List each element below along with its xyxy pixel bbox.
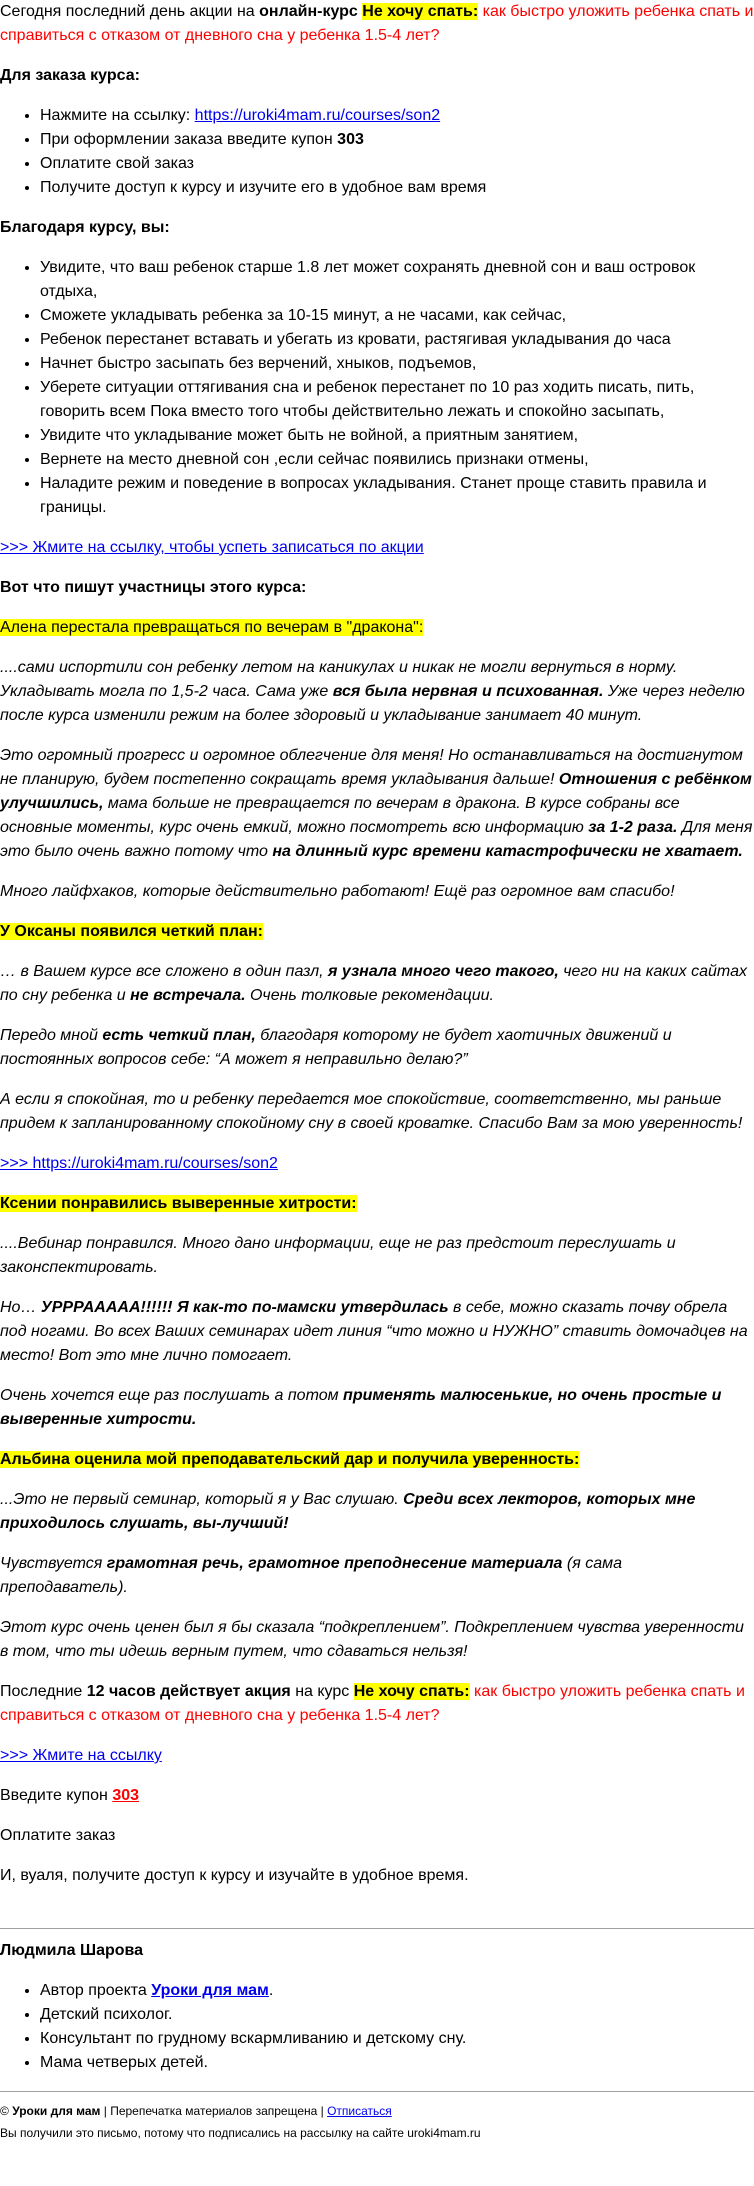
divider (0, 1928, 754, 1929)
footer-note: Вы получили это письмо, потому что подписались на рассылку на сайте uroki4mam.ru (0, 2126, 481, 2140)
order-step-1: • Нажмите на ссылку: https://uroki4mam.ru/courses/son2 (40, 104, 754, 128)
benefit-item: • Сможете укладывать ребенка за 10-15 минут, а не часами, как сейчас, (40, 304, 754, 328)
spacer (0, 1904, 754, 1928)
benefits-heading: Благодаря курсу, вы: (0, 219, 170, 236)
course-type: онлайн-курс (259, 3, 358, 20)
signature-item: • Детский психолог. (40, 2003, 754, 2027)
benefit-item: • Начнет быстро засыпать без верчений, хныков, подъемов, (40, 352, 754, 376)
review-albina-p3: Этот курс очень ценен был я бы сказала “подкреплением”. Подкреплением чувства уверенности в том, что ты идешь верным путем, что сдаваться нельзя! (0, 1619, 744, 1660)
benefit-item: • Увидите что укладывание может быть не войной, а приятным занятием, (40, 424, 754, 448)
review-alena-title: Алена перестала превращаться по вечерам в "дракона": (0, 619, 424, 636)
course-subtitle: как быстро уложить ребенка спать и справиться с отказом от дневного сна у ребенка 1.5-4 лет? (0, 3, 754, 44)
review-ksenia-p1: ....Вебинар понравился. Много дано информации, еще не раз предстоит переслушать и законспектировать. (0, 1235, 676, 1276)
review-albina-p2: Чувствуется грамотная речь, грамотное преподнесение материала (я сама преподаватель). (0, 1555, 622, 1596)
intro-paragraph (0, 0, 754, 48)
signature-item: • Автор проекта Уроки для мам. (40, 1979, 754, 2003)
coupon-code: 303 (337, 131, 364, 148)
course-name-highlight-closing: Не хочу спать: (353, 1683, 470, 1700)
closing-cta-link[interactable]: >>> Жмите на ссылку (0, 1747, 162, 1764)
signature-name: Людмила Шарова (0, 1942, 144, 1959)
review-albina-p1: ...Это не первый семинар, который я у Вас слушаю. Среди всех лекторов, которых мне приходилось слушать, вы-лучший! (0, 1491, 696, 1532)
signature-item: • Консультант по грудному вскармливанию и детскому сну. (40, 2027, 754, 2051)
footer-brand: Уроки для мам (12, 2104, 101, 2118)
project-link[interactable]: Уроки для мам (151, 1982, 269, 1999)
signature-list (0, 1979, 754, 2075)
order-step-2: • При оформлении заказа введите купон 303 (40, 128, 754, 152)
review-alena-p3: Много лайфхаков, которые действительно работают! Ещё раз огромное вам спасибо! (0, 883, 675, 900)
closing-link-paragraph (0, 1744, 754, 1768)
benefit-item: • Увидите, что ваш ребенок старше 1.8 лет может сохранять дневной сон и ваш островок отдыха, (40, 256, 754, 304)
signature-item: • Мама четверых детей. (40, 2051, 754, 2075)
unsubscribe-link[interactable]: Отписаться (327, 2104, 392, 2118)
coupon-code-closing: 303 (112, 1787, 140, 1804)
course-name-highlight: Не хочу спать: (362, 3, 479, 20)
review-albina-title: Альбина оценила мой преподавательский дар и получила уверенность: (0, 1451, 580, 1468)
benefit-item: • Наладите режим и поведение в вопросах укладывания. Станет проще ставить правила и границы. (40, 472, 754, 520)
course-subtitle-closing: как быстро уложить ребенка спать и справиться с отказом от дневного сна у ребенка 1.5-4 лет? (0, 1683, 745, 1724)
review-oksana-title: У Оксаны появился четкий план: (0, 923, 263, 940)
review-ksenia-p2: Но… УРРРААААА!!!!!! Я как-то по-мамски утвердилась в себе, можно сказать почву обрела под ногами. Во всех Ваших семинарах идет линия “что можно и НУЖНО” ставить домочадцев на место! Вот это мне лично помогает. (0, 1299, 748, 1364)
footer-divider (0, 2091, 754, 2092)
closing-paragraph: Последние 12 часов действует акция на курс Не хочу спать: как быстро уложить ребенка спать и справиться с отказом от дневного сна у ребенка 1.5-4 лет? (0, 1683, 745, 1724)
intro-text: Сегодня последний день акции на (0, 3, 260, 20)
cta-signup-link[interactable]: >>> Жмите на ссылку, чтобы успеть записаться по акции (0, 539, 424, 556)
review-oksana-p2: Передо мной есть четкий план, благодаря которому не будет хаотичных движений и постоянных вопросов себе: “А может я неправильно делаю?” (0, 1027, 672, 1068)
order-steps-list (0, 104, 754, 200)
order-step-4: • Получите доступ к курсу и изучите его в удобное вам время (40, 176, 754, 200)
footer-line: © Уроки для мам | Перепечатка материалов запрещена | Отписаться (0, 2104, 392, 2118)
review-oksana-p1: … в Вашем курсе все сложено в один пазл, я узнала много чего такого, чего ни на каких сайтах по сну ребенка и не встречала. Очень толковые рекомендации. (0, 963, 747, 1004)
benefits-list (0, 256, 754, 520)
review-alena-p1: ....сами испортили сон ребенку летом на каникулах и никак не могли вернуться в норму. Укладывать могла по 1,5-2 часа. Сама уже вся была нервная и психованная. Уже через неделю после курса изменили режим на более здоровый и укладывание занимает 40 минут. (0, 659, 745, 724)
course-link-secondary[interactable]: >>> https://uroki4mam.ru/courses/son2 (0, 1155, 278, 1172)
review-ksenia-p3: Очень хочется еще раз послушать а потом применять малюсенькие, но очень простые и выверенные хитрости. (0, 1387, 722, 1428)
cta-paragraph (0, 536, 754, 560)
closing-pay: Оплатите заказ (0, 1827, 116, 1844)
review-ksenia-title: Ксении понравились выверенные хитрости: (0, 1195, 357, 1212)
closing-coupon: Введите купон 303 (0, 1787, 140, 1804)
reviews-heading: Вот что пишут участницы этого курса: (0, 579, 307, 596)
benefit-item: • Уберете ситуации оттягивания сна и ребенок перестанет по 10 раз ходить писать, пить, говорить всем Пока вместо того чтобы действительно лежать и спокойно засыпать, (40, 376, 754, 424)
review-alena-p2: Это огромный прогресс и огромное облегчение для меня! Но останавливаться на достигнутом не планирую, будем постепенно сокращать время укладывания дальше! Отношения с ребёнком улучшились, мама больше не превращается по вечерам в дракона. В курсе собраны все основные моменты, курс очень емкий, можно посмотреть всю информацию за 1-2 раза. Для меня это было очень важно потому что на длинный курс времени катастрофически не хватает. (0, 747, 753, 860)
oksana-link-paragraph (0, 1152, 754, 1176)
benefit-item: • Вернете на место дневной сон ,если сейчас появились признаки отмены, (40, 448, 754, 472)
review-oksana-p3: А если я спокойная, то и ребенку передается мое спокойствие, соответственно, мы раньше придем к запланированному спокойному сну в своей кроватке. Спасибо Вам за мою уверенность! (0, 1091, 743, 1132)
closing-final: И, вуаля, получите доступ к курсу и изучайте в удобное время. (0, 1867, 469, 1884)
course-link[interactable]: https://uroki4mam.ru/courses/son2 (194, 107, 441, 124)
benefit-item: • Ребенок перестанет вставать и убегать из кровати, растягивая укладывания до часа (40, 328, 754, 352)
order-step-3: • Оплатите свой заказ (40, 152, 754, 176)
order-heading: Для заказа курса: (0, 67, 140, 84)
